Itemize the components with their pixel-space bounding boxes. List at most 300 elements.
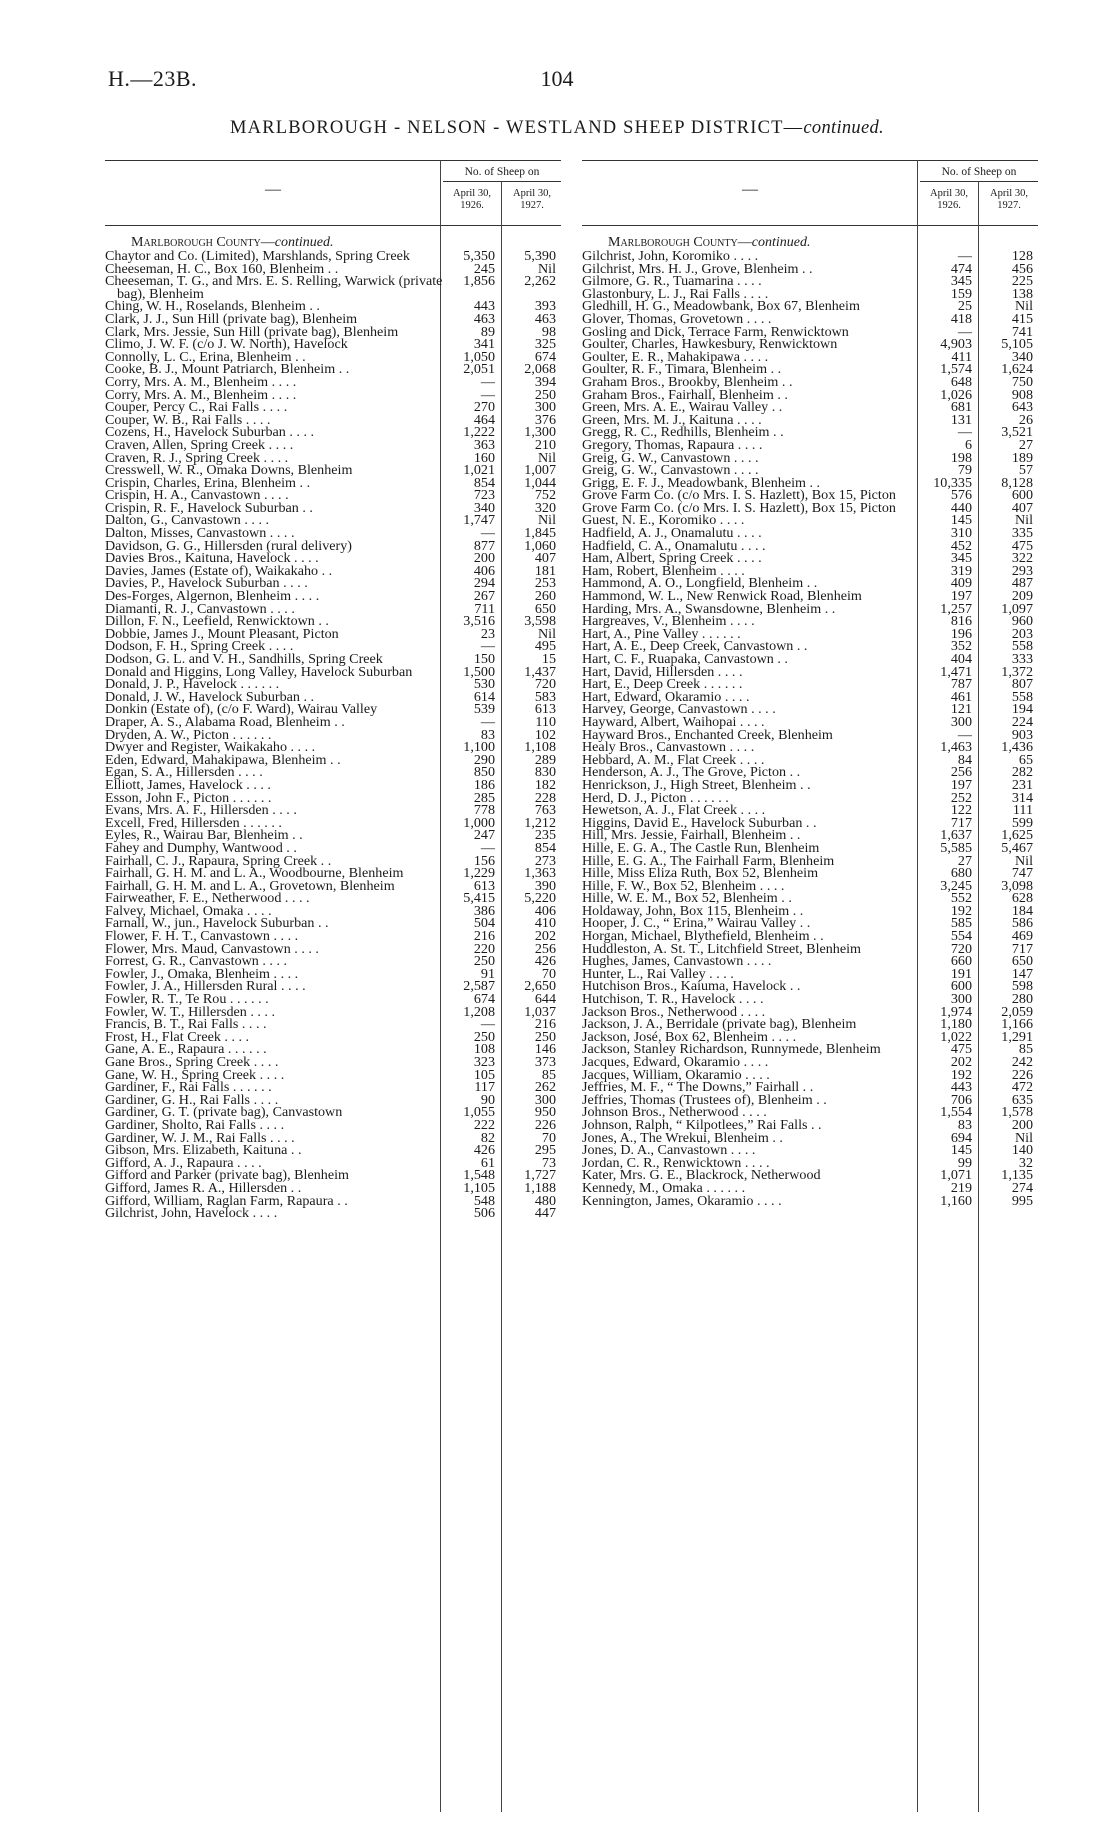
table-header bbox=[582, 160, 1038, 226]
holder-name: Diamanti, R. J., Canvastown . . . . bbox=[105, 600, 295, 617]
table-body bbox=[105, 236, 561, 1220]
sheep-1927: 447 bbox=[534, 1205, 556, 1222]
sheep-1926: 91 bbox=[480, 965, 495, 982]
holder-name: Kater, Mrs. G. E., Blackrock, Netherwood bbox=[582, 1167, 821, 1184]
sheep-1926: 1,022 bbox=[940, 1028, 972, 1045]
sheep-1926: 717 bbox=[950, 814, 972, 831]
sheep-1927: 628 bbox=[1011, 890, 1033, 907]
sheep-1926: 5,585 bbox=[940, 839, 972, 856]
sheep-1926: 131 bbox=[950, 411, 972, 428]
sheep-1926: — bbox=[480, 386, 495, 403]
section-county: Marlborough County— bbox=[131, 235, 275, 250]
sheep-1927: 1,578 bbox=[1001, 1104, 1033, 1121]
sheep-1927: 426 bbox=[534, 953, 556, 970]
holder-name: Clark, J. J., Sun Hill (private bag), Blenheim bbox=[105, 310, 358, 327]
holder-name: Hayward Bros., Enchanted Creek, Blenheim bbox=[582, 726, 833, 743]
sheep-1927: 1,212 bbox=[524, 814, 556, 831]
sheep-1927: 70 bbox=[541, 1129, 556, 1146]
sheep-1927: 586 bbox=[1011, 915, 1033, 932]
holder-name: Hart, C. F., Ruapaka, Canvastown . . bbox=[582, 651, 788, 667]
sheep-1927: 209 bbox=[1011, 588, 1033, 605]
holder-name: Green, Mrs. M. J., Kaituna . . . . bbox=[582, 411, 762, 428]
holder-name: Cooke, B. J., Mount Patriarch, Blenheim . . bbox=[105, 361, 350, 378]
sheep-1926: 363 bbox=[473, 436, 495, 453]
sheep-1926: 464 bbox=[473, 411, 495, 428]
sheep-1926: 83 bbox=[957, 1116, 972, 1133]
holder-name: Gane, A. E., Rapaura . . . . . . bbox=[105, 1041, 267, 1058]
sheep-1927: 558 bbox=[1011, 638, 1033, 655]
sheep-1927: 3,521 bbox=[1001, 424, 1033, 441]
header-date-1: April 30, bbox=[453, 188, 491, 199]
holder-name: Forrest, G. R., Canvastown . . . . bbox=[105, 953, 288, 970]
holder-name: Corry, Mrs. A. M., Blenheim . . . . bbox=[105, 373, 297, 390]
holder-name: Gibson, Mrs. Elizabeth, Kaituna . . bbox=[105, 1142, 302, 1159]
sheep-1927: 335 bbox=[1011, 525, 1033, 542]
holder-name: Henrickson, J., High Street, Blenheim . . bbox=[582, 776, 811, 793]
sheep-1926: 614 bbox=[473, 688, 495, 705]
sheep-1926: 850 bbox=[473, 764, 495, 781]
sheep-1926: 680 bbox=[950, 865, 972, 882]
sheep-1927: 228 bbox=[534, 789, 556, 806]
sheep-1926: 192 bbox=[950, 902, 972, 919]
holder-name: Francis, B. T., Rai Falls . . . . bbox=[105, 1016, 267, 1033]
sheep-1927: 5,390 bbox=[524, 248, 556, 264]
holder-name: Jeffries, M. F., “ The Downs,” Fairhall . . bbox=[582, 1079, 814, 1096]
sheep-1927: 5,105 bbox=[1001, 336, 1033, 353]
holder-name: Hargreaves, V., Blenheim . . . . bbox=[582, 613, 755, 630]
header-year-1927 bbox=[980, 188, 1038, 212]
holder-name: Chaytor and Co. (Limited), Marshlands, Spring Creek bbox=[105, 248, 410, 264]
sheep-1927: 807 bbox=[1011, 676, 1033, 693]
holder-name: Fowler, W. T., Hillersden . . . . bbox=[105, 1003, 275, 1020]
holder-name: Harvey, George, Canvastown . . . . bbox=[582, 701, 776, 718]
holder-name: Davies, P., Havelock Suburban . . . . bbox=[105, 575, 308, 592]
holder-name: Ham, Robert, Blenheim . . . . bbox=[582, 562, 745, 579]
header-year-2: 1927. bbox=[997, 200, 1021, 211]
header-dash: — bbox=[742, 181, 758, 198]
sheep-1927: 720 bbox=[534, 676, 556, 693]
holder-name: Fahey and Dumphy, Wantwood . . bbox=[105, 839, 297, 856]
holder-name: Crispin, R. F., Havelock Suburban . . bbox=[105, 499, 313, 516]
holder-name: Hewetson, A. J., Flat Creek . . . . bbox=[582, 802, 766, 819]
sheep-1927: 210 bbox=[534, 436, 556, 453]
holder-name: Hadfield, A. J., Onamalutu . . . . bbox=[582, 525, 762, 542]
sheep-1927: 320 bbox=[534, 499, 556, 516]
holder-name: Hammond, W. L., New Renwick Road, Blenheim bbox=[582, 588, 862, 605]
sheep-1926: 99 bbox=[957, 1154, 972, 1171]
sheep-1927: 1,108 bbox=[524, 739, 556, 756]
sheep-1927: 300 bbox=[534, 399, 556, 416]
sheep-1926: 186 bbox=[473, 776, 495, 793]
sheep-1927: 415 bbox=[1011, 310, 1033, 327]
sheep-1926: 245 bbox=[473, 260, 495, 277]
sheep-1927: 231 bbox=[1011, 776, 1033, 793]
sheep-1927: 314 bbox=[1011, 789, 1033, 806]
sheep-1926: 345 bbox=[950, 273, 972, 290]
sheep-1927: 333 bbox=[1011, 651, 1033, 667]
holder-name: Gregory, Thomas, Rapaura . . . . bbox=[582, 436, 763, 453]
sheep-1927: 216 bbox=[534, 1016, 556, 1033]
sheep-1927: 1,166 bbox=[1001, 1016, 1033, 1033]
sheep-1926: 250 bbox=[473, 953, 495, 970]
holder-name: Fowler, J., Omaka, Blenheim . . . . bbox=[105, 965, 299, 982]
holder-name: Draper, A. S., Alabama Road, Blenheim . . bbox=[105, 713, 345, 730]
holder-name: Craven, R. J., Spring Creek . . . . bbox=[105, 449, 289, 466]
sheep-1927: 1,363 bbox=[524, 865, 556, 882]
sheep-1926: — bbox=[480, 373, 495, 390]
sheep-1927: 5,467 bbox=[1001, 839, 1033, 856]
sheep-1926: 386 bbox=[473, 902, 495, 919]
sheep-1926: 4,903 bbox=[940, 336, 972, 353]
holder-name: Grove Farm Co. (c/o Mrs. I. S. Hazlett), Box 15, Picton bbox=[582, 487, 896, 504]
sheep-1927: 102 bbox=[534, 726, 556, 743]
sheep-1927: 32 bbox=[1018, 1154, 1033, 1171]
sheep-1926: 156 bbox=[473, 852, 495, 869]
sheep-1926: 1,160 bbox=[940, 1192, 972, 1209]
sheep-1927: 1,007 bbox=[524, 462, 556, 479]
holder-name: Grove Farm Co. (c/o Mrs. I. S. Hazlett), Box 15, Picton bbox=[582, 499, 896, 516]
holder-name: Donald and Higgins, Long Valley, Havelock Suburban bbox=[105, 663, 413, 680]
holder-name: Davidson, G. G., Hillersden (rural delivery) bbox=[105, 537, 352, 554]
holder-name: Hille, E. G. A., The Fairhall Farm, Blenheim bbox=[582, 852, 835, 869]
sheep-1926: 694 bbox=[950, 1129, 972, 1146]
header-year-2: 1927. bbox=[520, 200, 544, 211]
sheep-1926: 300 bbox=[950, 713, 972, 730]
sheep-1927: 110 bbox=[535, 713, 556, 730]
holder-name: Flower, F. H. T., Canvastown . . . . bbox=[105, 928, 299, 945]
sheep-1926: 222 bbox=[473, 1116, 495, 1133]
sheep-1927: 200 bbox=[1011, 1116, 1033, 1133]
sheep-1926: 89 bbox=[480, 323, 495, 340]
header-year-1: 1926. bbox=[460, 200, 484, 211]
sheep-1926: 576 bbox=[950, 487, 972, 504]
holder-name: Dillon, F. N., Leefield, Renwicktown . . bbox=[105, 613, 329, 630]
holder-name: Hammond, A. O., Longfield, Blenheim . . bbox=[582, 575, 818, 592]
sheep-1927: 300 bbox=[534, 1091, 556, 1108]
sheep-1927: 599 bbox=[1011, 814, 1033, 831]
sheep-1926: 252 bbox=[950, 789, 972, 806]
sheep-1927: 950 bbox=[534, 1104, 556, 1121]
sheep-1927: 26 bbox=[1018, 411, 1033, 428]
holder-name: Gardiner, G. H., Rai Falls . . . . bbox=[105, 1091, 279, 1108]
sheep-1926: 3,516 bbox=[463, 613, 495, 630]
sheep-1927: 2,262 bbox=[524, 273, 556, 290]
holder-name: Fowler, J. A., Hillersden Rural . . . . bbox=[105, 978, 306, 995]
sheep-1926: 121 bbox=[950, 701, 972, 718]
sheep-1927: 903 bbox=[1011, 726, 1033, 743]
sheep-1926: 1,026 bbox=[940, 386, 972, 403]
holder-name: Gifford and Parker (private bag), Blenheim bbox=[105, 1167, 349, 1184]
sheep-1926: 506 bbox=[473, 1205, 495, 1222]
sheep-1927: 1,625 bbox=[1001, 827, 1033, 844]
holder-name: Gledhill, H. G., Meadowbank, Box 67, Blenheim bbox=[582, 298, 860, 315]
holder-name: Jeffries, Thomas (Trustees of), Blenheim . . bbox=[582, 1091, 827, 1108]
sheep-1926: 711 bbox=[474, 600, 495, 617]
sheep-1927: 226 bbox=[534, 1116, 556, 1133]
holder-name: Crispin, H. A., Canvastown . . . . bbox=[105, 487, 289, 504]
sheep-1926: 200 bbox=[473, 550, 495, 567]
sheep-1926: 648 bbox=[950, 373, 972, 390]
holder-name: Egan, S. A., Hillersden . . . . bbox=[105, 764, 263, 781]
holder-name: Huddleston, A. St. T., Litchfield Street, Blenheim bbox=[582, 940, 861, 957]
sheep-1926: 159 bbox=[950, 285, 972, 302]
sheep-1926: 108 bbox=[473, 1041, 495, 1058]
holder-name: Gilchrist, John, Koromiko . . . . bbox=[582, 248, 759, 264]
sheep-1927: 253 bbox=[534, 575, 556, 592]
sheep-1927: Nil bbox=[537, 512, 556, 529]
header-year-1926 bbox=[443, 188, 501, 212]
holder-name: Gifford, William, Raglan Farm, Rapaura . . bbox=[105, 1192, 348, 1209]
sheep-1926: 418 bbox=[950, 310, 972, 327]
holder-name: Hayward, Albert, Waihopai . . . . bbox=[582, 713, 765, 730]
sheep-1927: 1,436 bbox=[1001, 739, 1033, 756]
sheep-1926: 23 bbox=[480, 625, 495, 642]
sheep-1927: 325 bbox=[534, 336, 556, 353]
sheep-1926: 1,208 bbox=[463, 1003, 495, 1020]
section-county: Marlborough County— bbox=[608, 235, 752, 250]
sheep-1927: 394 bbox=[534, 373, 556, 390]
sheep-1926: — bbox=[480, 713, 495, 730]
sheep-1926: 720 bbox=[950, 940, 972, 957]
sheep-1926: 787 bbox=[950, 676, 972, 693]
sheep-1926: 341 bbox=[473, 336, 495, 353]
holder-name: Gardiner, W. J. M., Rai Falls . . . . bbox=[105, 1129, 295, 1146]
sheep-1926: 310 bbox=[950, 525, 972, 542]
sheep-1926: 83 bbox=[480, 726, 495, 743]
sheep-1927: Nil bbox=[537, 625, 556, 642]
holder-name: Ham, Albert, Spring Creek . . . . bbox=[582, 550, 762, 567]
holder-name: Jacques, Edward, Okaramio . . . . bbox=[582, 1054, 769, 1070]
sheep-1927: 182 bbox=[534, 776, 556, 793]
sheep-1926: 585 bbox=[950, 915, 972, 932]
holder-name: Glastonbury, L. J., Rai Falls . . . . bbox=[582, 285, 769, 302]
sheep-1927: 140 bbox=[1011, 1142, 1033, 1159]
holder-name: Eden, Edward, Mahakipawa, Blenheim . . bbox=[105, 751, 341, 768]
sheep-1927: 1,037 bbox=[524, 1003, 556, 1020]
holder-name: Des-Forges, Algernon, Blenheim . . . . bbox=[105, 588, 320, 605]
sheep-1927: 181 bbox=[534, 562, 556, 579]
sheep-1927: 747 bbox=[1011, 865, 1033, 882]
holder-name: Jackson, J. A., Berridale (private bag), Blenheim bbox=[582, 1016, 857, 1033]
sheep-1926: 404 bbox=[950, 651, 972, 667]
sheep-1927: 1,044 bbox=[524, 474, 556, 491]
sheep-1926: 2,587 bbox=[463, 978, 495, 995]
sheep-1927: 5,220 bbox=[524, 890, 556, 907]
holder-name: Gregg, R. C., Redhills, Blenheim . . bbox=[582, 424, 784, 441]
holder-name: Fairhall, G. H. M. and L. A., Woodbourne, Blenheim bbox=[105, 865, 404, 882]
sheep-1926: 2,051 bbox=[463, 361, 495, 378]
sheep-1926: 706 bbox=[950, 1091, 972, 1108]
sheep-1926: 1,021 bbox=[463, 462, 495, 479]
sheep-1927: 289 bbox=[534, 751, 556, 768]
holder-name: Healy Bros., Canvastown . . . . bbox=[582, 739, 755, 756]
sheep-1926: 285 bbox=[473, 789, 495, 806]
holder-name: Hart, A., Pine Valley . . . . . . bbox=[582, 625, 741, 642]
sheep-1926: 1,554 bbox=[940, 1104, 972, 1121]
sheep-1927: 85 bbox=[1018, 1041, 1033, 1058]
holder-name: Jones, D. A., Canvastown . . . . bbox=[582, 1142, 756, 1159]
holder-name: Herd, D. J., Picton . . . . . . bbox=[582, 789, 729, 806]
holder-name: Higgins, David E., Havelock Suburban . . bbox=[582, 814, 817, 831]
sheep-1926: 548 bbox=[473, 1192, 495, 1209]
sheep-1927: 322 bbox=[1011, 550, 1033, 567]
sheep-1927: 1,188 bbox=[524, 1179, 556, 1196]
holder-name: Gifford, James R. A., Hillersden . . bbox=[105, 1179, 302, 1196]
sheep-1927: 235 bbox=[534, 827, 556, 844]
sheep-1927: 2,059 bbox=[1001, 1003, 1033, 1020]
sheep-1926: 197 bbox=[950, 588, 972, 605]
sheep-1927: 407 bbox=[534, 550, 556, 567]
sheep-1926: 723 bbox=[473, 487, 495, 504]
sheep-1927: 138 bbox=[1011, 285, 1033, 302]
sheep-1926: 1,856 bbox=[463, 273, 495, 290]
sheep-1926: 530 bbox=[473, 676, 495, 693]
sheep-1927: 613 bbox=[534, 701, 556, 718]
sheep-1926: 463 bbox=[473, 310, 495, 327]
holder-name: Johnson, Ralph, “ Kilpotlees,” Rai Falls . . bbox=[582, 1116, 822, 1133]
sheep-1926: 1,055 bbox=[463, 1104, 495, 1121]
sheep-1927: Nil bbox=[537, 449, 556, 466]
sheep-1926: 197 bbox=[950, 776, 972, 793]
holder-name: Cresswell, W. R., Omaka Downs, Blenheim bbox=[105, 462, 353, 479]
sheep-1926: 1,574 bbox=[940, 361, 972, 378]
sheep-1926: 1,100 bbox=[463, 739, 495, 756]
sheep-1927: 260 bbox=[534, 588, 556, 605]
holder-name: Gane, W. H., Spring Creek . . . . bbox=[105, 1066, 285, 1083]
holder-name: Goulter, Charles, Hawkesbury, Renwicktown bbox=[582, 336, 838, 353]
sheep-1927: 1,060 bbox=[524, 537, 556, 554]
sheep-1926: 294 bbox=[473, 575, 495, 592]
table-row bbox=[105, 275, 561, 300]
sheep-1927: 274 bbox=[1011, 1179, 1033, 1196]
sheep-1926: 79 bbox=[957, 462, 972, 479]
holder-name: Holdaway, John, Box 115, Blenheim . . bbox=[582, 902, 804, 919]
holder-name: Greig, G. W., Canvastown . . . . bbox=[582, 462, 759, 479]
sheep-1926: 1,050 bbox=[463, 348, 495, 365]
sheep-1926: 219 bbox=[950, 1179, 972, 1196]
sheep-1926: 247 bbox=[473, 827, 495, 844]
sheep-1926: 554 bbox=[950, 928, 972, 945]
holder-name: Gardiner, Sholto, Rai Falls . . . . bbox=[105, 1116, 285, 1133]
holder-name: Donkin (Estate of), (c/o F. Ward), Wairau Valley bbox=[105, 701, 378, 718]
holder-name: Dryden, A. W., Picton . . . . . . bbox=[105, 726, 272, 743]
sheep-1926: 5,350 bbox=[463, 248, 495, 264]
page-number: 104 bbox=[540, 66, 574, 91]
sheep-1927: 280 bbox=[1011, 991, 1033, 1008]
holder-name: Green, Mrs. A. E., Wairau Valley . . bbox=[582, 399, 783, 416]
holder-name: Eyles, R., Wairau Bar, Blenheim . . bbox=[105, 827, 303, 844]
sheep-1927: 8,128 bbox=[1001, 474, 1033, 491]
sheep-1927: 111 bbox=[1012, 802, 1033, 819]
holder-name: Fowler, R. T., Te Rou . . . . . . bbox=[105, 991, 269, 1008]
sheep-1927: 635 bbox=[1011, 1091, 1033, 1108]
sheep-1926: 270 bbox=[473, 399, 495, 416]
holder-name: Hille, F. W., Box 52, Blenheim . . . . bbox=[582, 877, 785, 894]
holder-name: Gilchrist, John, Havelock . . . . bbox=[105, 1205, 278, 1222]
sheep-1926: 27 bbox=[957, 852, 972, 869]
holder-name: Gifford, A. J., Rapaura . . . . bbox=[105, 1154, 262, 1171]
sheep-1926: 461 bbox=[950, 688, 972, 705]
sheep-1927: 995 bbox=[1011, 1192, 1033, 1209]
holder-name: Flower, Mrs. Maud, Canvastown . . . . bbox=[105, 940, 319, 957]
sheep-1926: 1,637 bbox=[940, 827, 972, 844]
sheep-1927: 650 bbox=[1011, 953, 1033, 970]
sheep-1927: 406 bbox=[534, 902, 556, 919]
header-year-1926 bbox=[920, 188, 978, 212]
sheep-1927: 487 bbox=[1011, 575, 1033, 592]
sheep-1926: 816 bbox=[950, 613, 972, 630]
sheep-1926: — bbox=[480, 839, 495, 856]
holder-name: Grigg, E. F. J., Meadowbank, Blenheim . . bbox=[582, 474, 821, 491]
holder-name: Goulter, R. F., Timara, Blenheim . . bbox=[582, 361, 782, 378]
holder-name: Davies Bros., Kaituna, Havelock . . . . bbox=[105, 550, 319, 567]
sheep-1927: 27 bbox=[1018, 436, 1033, 453]
holder-name: Gane Bros., Spring Creek . . . . bbox=[105, 1054, 279, 1070]
sheep-1926: 1,257 bbox=[940, 600, 972, 617]
holder-name: Elliott, James, Havelock . . . . bbox=[105, 776, 271, 793]
holder-name: Clark, Mrs. Jessie, Sun Hill (private bag), Blenheim bbox=[105, 323, 399, 340]
holder-name: Hughes, James, Canvastown . . . . bbox=[582, 953, 772, 970]
holder-name: Hooper, J. C., “ Erina,” Wairau Valley . . bbox=[582, 915, 811, 932]
sheep-1926: 426 bbox=[473, 1142, 495, 1159]
right-column bbox=[582, 160, 1038, 1810]
sheep-1927: 558 bbox=[1011, 688, 1033, 705]
holder-name: Climo, J. W. F. (c/o J. W. North), Havelock bbox=[105, 336, 348, 353]
holder-name: Hart, E., Deep Creek . . . . . . bbox=[582, 676, 743, 693]
holder-name: Kennington, James, Okaramio . . . . bbox=[582, 1192, 782, 1209]
sheep-1927: 495 bbox=[534, 638, 556, 655]
sheep-1926: 474 bbox=[950, 260, 972, 277]
sheep-1927: 373 bbox=[534, 1054, 556, 1070]
sheep-1926: 778 bbox=[473, 802, 495, 819]
holder-name: Fairhall, G. H. M. and L. A., Grovetown, Blenheim bbox=[105, 877, 395, 894]
sheep-1927: 242 bbox=[1011, 1054, 1033, 1070]
sheep-1927: 15 bbox=[541, 651, 556, 667]
sheep-1927: 1,291 bbox=[1001, 1028, 1033, 1045]
sheep-1927: 472 bbox=[1011, 1079, 1033, 1096]
sheep-1926: 504 bbox=[473, 915, 495, 932]
sheep-1926: 1,229 bbox=[463, 865, 495, 882]
sheep-1926: 323 bbox=[473, 1054, 495, 1070]
holder-name: Hutchison, T. R., Havelock . . . . bbox=[582, 991, 764, 1008]
sheep-1926: 105 bbox=[473, 1066, 495, 1083]
sheep-1927: 2,650 bbox=[524, 978, 556, 995]
holder-name: Jackson Bros., Netherwood . . . . bbox=[582, 1003, 766, 1020]
sheep-1926: 539 bbox=[473, 701, 495, 718]
holder-name: Gosling and Dick, Terrace Farm, Renwicktown bbox=[582, 323, 849, 340]
title-continued: continued. bbox=[803, 118, 884, 138]
page-title bbox=[0, 118, 1114, 139]
sheep-1927: 390 bbox=[534, 877, 556, 894]
sheep-1926: 6 bbox=[964, 436, 972, 453]
holder-name: Corry, Mrs. A. M., Blenheim . . . . bbox=[105, 386, 297, 403]
sheep-1926: 145 bbox=[950, 1142, 972, 1159]
sheep-1927: 463 bbox=[534, 310, 556, 327]
sheep-1927: 583 bbox=[534, 688, 556, 705]
holder-name: Hebbard, A. M., Flat Creek . . . . bbox=[582, 751, 765, 768]
sheep-1926: 196 bbox=[950, 625, 972, 642]
sheep-1926: 406 bbox=[473, 562, 495, 579]
sheep-1927: 226 bbox=[1011, 1066, 1033, 1083]
sheep-1927: 752 bbox=[534, 487, 556, 504]
holder-name: Johnson Bros., Netherwood . . . . bbox=[582, 1104, 767, 1121]
sheep-1926: 145 bbox=[950, 512, 972, 529]
sheep-1926: — bbox=[957, 323, 972, 340]
holder-name: Greig, G. W., Canvastown . . . . bbox=[582, 449, 759, 466]
sheep-1926: 90 bbox=[480, 1091, 495, 1108]
sheep-1926: 82 bbox=[480, 1129, 495, 1146]
holder-name: Graham Bros., Fairhall, Blenheim . . bbox=[582, 386, 788, 403]
